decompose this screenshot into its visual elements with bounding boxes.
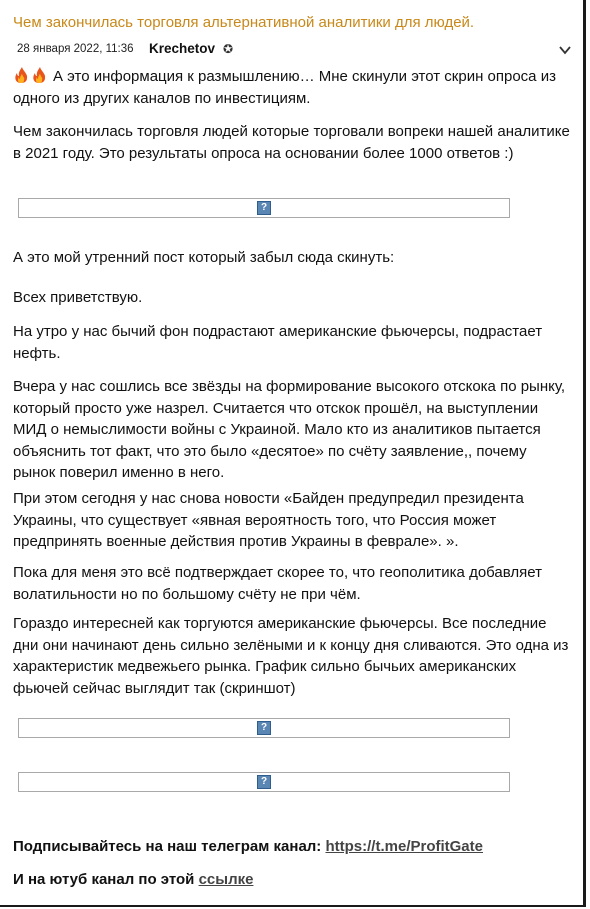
paragraph-rebound: Вчера у нас сошлись все звёзды на формирование высокого отскока по рынку, который просто уже назрел. Считается что отскок прошёл, на выступлении МИД о немыслимости войны с Украиной. Мало кто из аналитиков пытается объяснить тот факт, что это было «десятое» по счёту заявление,, почему рынок поверил именно в него. — [13, 378, 566, 481]
chevron-down-icon[interactable] — [558, 43, 572, 57]
paragraph-futures: На утро у нас бычий фон подрастают американские фьючерсы, подрастает нефть. — [13, 323, 543, 362]
image-placeholder-2[interactable] — [18, 718, 510, 738]
paragraph-poll-results: Чем закончилась торговля людей которые торговали вопреки нашей аналитике в 2021 году. Это результаты опроса на основании более 1000 ответов :) — [13, 123, 570, 162]
image-placeholder-3[interactable] — [18, 772, 510, 792]
post-meta — [17, 41, 572, 59]
paragraph-intro-text: А это информация к размышлению… Мне скинули этот скрин опроса из одного из других каналов по инвестициям. — [13, 68, 556, 107]
subscribe-telegram — [13, 836, 573, 858]
broken-image-icon: ? — [257, 201, 271, 215]
paragraph-morning-post: А это мой утренний пост который забыл сюда скинуть: — [13, 249, 395, 266]
broken-image-icon: ? — [257, 775, 271, 789]
subscribe-youtube — [13, 869, 573, 891]
paragraph-intro — [13, 66, 573, 109]
post-date: 28 января 2022, 11:36 — [17, 43, 134, 55]
post-title[interactable]: Чем закончилась торговля альтернативной аналитики для людей. — [13, 14, 475, 31]
paragraph-geopolitics: Пока для меня это всё подтверждает скорее то, что геополитика добавляет волатильности но по большому счёту не при чём. — [13, 564, 542, 603]
telegram-link[interactable]: https://t.me/ProfitGate — [325, 838, 483, 855]
youtube-link[interactable]: ссылке — [198, 871, 254, 888]
paragraph-news: При этом сегодня у нас снова новости «Байден предупредил президента Украины, что существует «явная вероятность того, что Россия может предпринять военные действия против Украины в феврале». ». — [13, 490, 524, 550]
subscribe-youtube-text: И на ютуб канал по этой — [13, 871, 199, 888]
broken-image-icon: ? — [257, 721, 271, 735]
author-badge-icon: ✪ — [223, 42, 234, 56]
fire-icon — [13, 66, 49, 84]
subscribe-telegram-text: Подписывайтесь на наш телеграм канал: — [13, 838, 326, 855]
paragraph-greeting: Всех приветствую. — [13, 289, 143, 306]
paragraph-us-futures: Гораздо интересней как торгуются американские фьючерсы. Все последние дни они начинают день сильно зелёными и к концу дня сливаются. Это одна из характеристик медвежьего рынка. График сильно бычьих американских фьючей сейчас выглядит так (скриншот) — [13, 615, 569, 697]
author-link[interactable]: Krechetov — [149, 41, 216, 56]
image-placeholder-1[interactable] — [18, 198, 510, 218]
